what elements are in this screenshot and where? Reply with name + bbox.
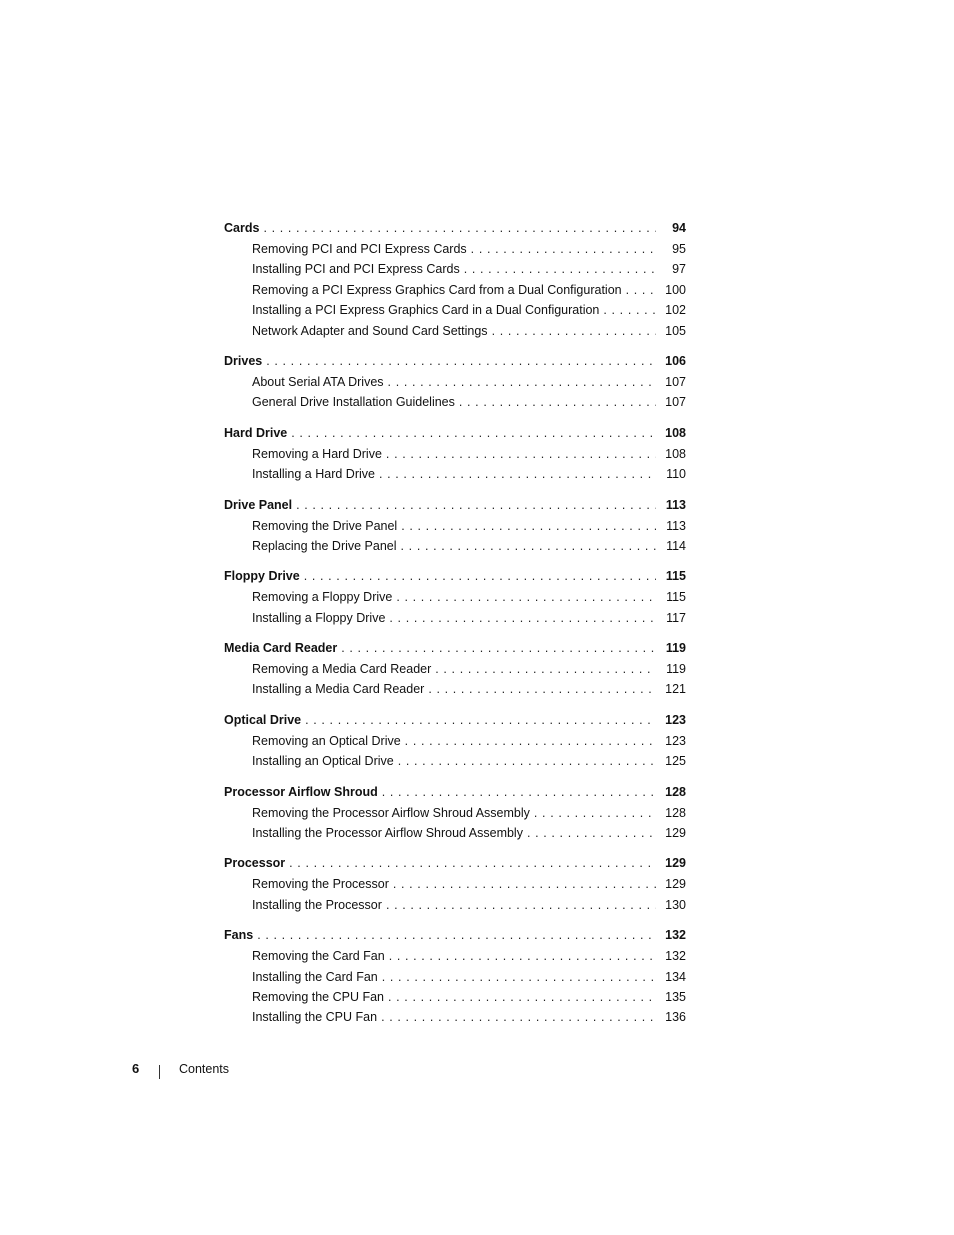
dot-leader	[401, 536, 656, 556]
dot-leader	[464, 259, 656, 279]
dot-leader	[389, 946, 656, 966]
dot-leader	[304, 565, 656, 587]
toc-subentry-page-number: 107	[665, 374, 686, 389]
toc-subentry[interactable]	[224, 444, 686, 464]
dot-leader	[527, 823, 656, 843]
toc-subentry[interactable]	[224, 679, 686, 699]
toc-entry-title: Processor Airflow Shroud	[224, 784, 378, 799]
dot-leader	[405, 731, 656, 751]
toc-entry[interactable]	[224, 781, 686, 803]
toc-subentry-page-number: 135	[665, 989, 686, 1004]
toc-entry[interactable]	[224, 494, 686, 516]
toc-entry-page-number: 132	[665, 928, 686, 943]
toc-entry-title: Drives	[224, 353, 263, 368]
dot-leader	[341, 637, 656, 659]
dot-leader	[263, 217, 656, 239]
toc-subentry[interactable]	[224, 300, 686, 320]
toc-subentry[interactable]	[224, 731, 686, 751]
dot-leader	[428, 679, 656, 699]
toc-entry[interactable]	[224, 422, 686, 444]
toc-section	[224, 350, 686, 413]
toc-subentry-title: Removing a Floppy Drive	[252, 590, 393, 605]
toc-subentry[interactable]	[224, 659, 686, 679]
toc-subentry-page-number: 132	[665, 949, 686, 964]
toc-subentry-title: Installing a Hard Drive	[252, 467, 375, 482]
toc-subentry-title: Installing an Optical Drive	[252, 754, 394, 769]
toc-subentry[interactable]	[224, 536, 686, 556]
toc-subentry[interactable]	[224, 874, 686, 894]
toc-subentry[interactable]	[224, 946, 686, 966]
toc-entry[interactable]	[224, 637, 686, 659]
toc-subentry[interactable]	[224, 280, 686, 300]
dot-leader	[382, 967, 656, 987]
dot-leader	[435, 659, 656, 679]
dot-leader	[396, 587, 656, 607]
toc-subentry-title: Installing a PCI Express Graphics Card in a Dual Configuration	[252, 303, 600, 318]
toc-subentry-page-number: 107	[665, 395, 686, 410]
dot-leader	[401, 516, 656, 536]
dot-leader	[266, 350, 656, 372]
toc-section	[224, 924, 686, 1028]
toc-subentry-page-number: 117	[666, 610, 686, 625]
toc-subentry-page-number: 114	[666, 538, 686, 553]
dot-leader	[459, 392, 656, 412]
toc-subentry-title: Replacing the Drive Panel	[252, 538, 397, 553]
toc-subentry-page-number: 105	[665, 323, 686, 338]
dot-leader	[379, 464, 656, 484]
toc-subentry-title: Removing PCI and PCI Express Cards	[252, 242, 467, 256]
toc-subentry-title: Installing the Card Fan	[252, 969, 378, 984]
toc-subentry-title: Removing the CPU Fan	[252, 989, 385, 1004]
toc-subentry[interactable]	[224, 1007, 686, 1027]
toc-subentry-page-number: 129	[665, 826, 686, 841]
toc-subentry-title: Removing an Optical Drive	[252, 733, 401, 748]
toc-subentry-page-number: 110	[666, 467, 686, 482]
page-footer	[0, 1061, 954, 1081]
toc-subentry-title: Removing the Processor	[252, 877, 389, 892]
dot-leader	[471, 239, 656, 259]
toc-entry-title: Floppy Drive	[224, 569, 300, 584]
toc-entry[interactable]	[224, 350, 686, 372]
toc-subentry[interactable]	[224, 392, 686, 412]
dot-leader	[386, 895, 656, 915]
dot-leader	[389, 608, 656, 628]
toc-subentry-title: Installing PCI and PCI Express Cards	[252, 262, 460, 277]
table-of-contents	[224, 217, 686, 1037]
toc-entry[interactable]	[224, 924, 686, 946]
toc-subentry-page-number: 134	[665, 969, 686, 984]
toc-subentry-page-number: 121	[665, 682, 686, 697]
dot-leader	[626, 280, 656, 300]
toc-subentry-page-number: 113	[666, 518, 686, 533]
toc-entry-title: Fans	[224, 928, 254, 943]
toc-entry[interactable]	[224, 852, 686, 874]
dot-leader	[534, 803, 656, 823]
toc-subentry[interactable]	[224, 464, 686, 484]
toc-entry-page-number: 106	[665, 353, 686, 368]
toc-subentry-title: Installing the Processor Airflow Shroud Assembly	[252, 826, 523, 841]
toc-subentry-title: Removing a Media Card Reader	[252, 662, 432, 677]
toc-entry-page-number: 129	[665, 856, 686, 871]
toc-subentry-page-number: 125	[665, 754, 686, 769]
toc-entry-page-number: 108	[665, 425, 686, 440]
toc-subentry-page-number: 102	[665, 303, 686, 318]
toc-subentry-page-number: 97	[672, 262, 686, 277]
toc-entry-title: Optical Drive	[224, 712, 302, 727]
toc-section	[224, 422, 686, 485]
dot-leader	[386, 444, 656, 464]
toc-subentry-title: Removing the Drive Panel	[252, 518, 398, 533]
toc-subentry[interactable]	[224, 895, 686, 915]
toc-subentry[interactable]	[224, 587, 686, 607]
dot-leader	[603, 300, 656, 320]
toc-entry-page-number: 94	[672, 221, 686, 235]
toc-subentry[interactable]	[224, 321, 686, 341]
toc-subentry-page-number: 119	[666, 662, 686, 677]
toc-subentry[interactable]	[224, 751, 686, 771]
toc-subentry[interactable]	[224, 987, 686, 1007]
toc-subentry[interactable]	[224, 803, 686, 823]
toc-entry[interactable]	[224, 565, 686, 587]
toc-entry-title: Cards	[224, 221, 260, 235]
toc-section	[224, 709, 686, 772]
toc-subentry[interactable]	[224, 823, 686, 843]
dot-leader	[257, 924, 656, 946]
toc-subentry-title: Removing the Processor Airflow Shroud Assembly	[252, 805, 530, 820]
toc-subentry-title: Removing a PCI Express Graphics Card from a Dual Configuration	[252, 282, 622, 297]
toc-entry-page-number: 113	[665, 497, 686, 512]
dot-leader	[388, 987, 656, 1007]
toc-entry[interactable]	[224, 709, 686, 731]
toc-subentry[interactable]	[224, 967, 686, 987]
toc-subentry-title: Installing a Floppy Drive	[252, 610, 386, 625]
toc-section	[224, 565, 686, 628]
toc-entry-page-number: 119	[665, 641, 686, 656]
toc-subentry-page-number: 100	[665, 282, 686, 297]
toc-entry-title: Drive Panel	[224, 497, 293, 512]
toc-subentry-title: Installing the CPU Fan	[252, 1010, 378, 1025]
dot-leader	[492, 321, 656, 341]
dot-leader	[296, 494, 656, 516]
toc-subentry-title: Installing the Processor	[252, 897, 382, 912]
toc-subentry[interactable]	[224, 239, 686, 259]
toc-subentry[interactable]	[224, 516, 686, 536]
toc-entry-page-number: 128	[665, 784, 686, 799]
toc-subentry-page-number: 128	[665, 805, 686, 820]
toc-entry-title: Media Card Reader	[224, 641, 338, 656]
toc-section	[224, 217, 686, 341]
toc-subentry-page-number: 108	[665, 446, 686, 461]
toc-subentry-page-number: 129	[665, 877, 686, 892]
toc-subentry-page-number: 123	[665, 733, 686, 748]
toc-subentry-title: Removing a Hard Drive	[252, 446, 382, 461]
dot-leader	[381, 1007, 656, 1027]
toc-section	[224, 637, 686, 700]
toc-subentry-title: Installing a Media Card Reader	[252, 682, 425, 697]
dot-leader	[382, 781, 656, 803]
toc-subentry-page-number: 95	[672, 242, 686, 256]
toc-section	[224, 494, 686, 557]
toc-subentry[interactable]	[224, 608, 686, 628]
footer-section-title: Contents	[179, 1062, 230, 1076]
toc-subentry[interactable]	[224, 372, 686, 392]
dot-leader	[388, 372, 656, 392]
toc-subentry[interactable]	[224, 259, 686, 279]
page-number: 6	[132, 1061, 140, 1076]
toc-subentry-page-number: 130	[665, 897, 686, 912]
toc-entry[interactable]	[224, 217, 686, 239]
toc-subentry-page-number: 115	[666, 590, 686, 605]
toc-subentry-title: About Serial ATA Drives	[252, 374, 384, 389]
toc-subentry-title: Removing the Card Fan	[252, 949, 385, 964]
toc-entry-page-number: 115	[665, 569, 686, 584]
footer-divider	[159, 1065, 160, 1079]
toc-section	[224, 852, 686, 915]
toc-section	[224, 781, 686, 844]
dot-leader	[291, 422, 656, 444]
toc-subentry-title: Network Adapter and Sound Card Settings	[252, 323, 488, 338]
dot-leader	[305, 709, 656, 731]
toc-entry-page-number: 123	[665, 712, 686, 727]
toc-subentry-title: General Drive Installation Guidelines	[252, 395, 455, 410]
toc-entry-title: Hard Drive	[224, 425, 288, 440]
dot-leader	[398, 751, 656, 771]
toc-subentry-page-number: 136	[665, 1010, 686, 1025]
dot-leader	[393, 874, 656, 894]
toc-entry-title: Processor	[224, 856, 286, 871]
dot-leader	[289, 852, 656, 874]
